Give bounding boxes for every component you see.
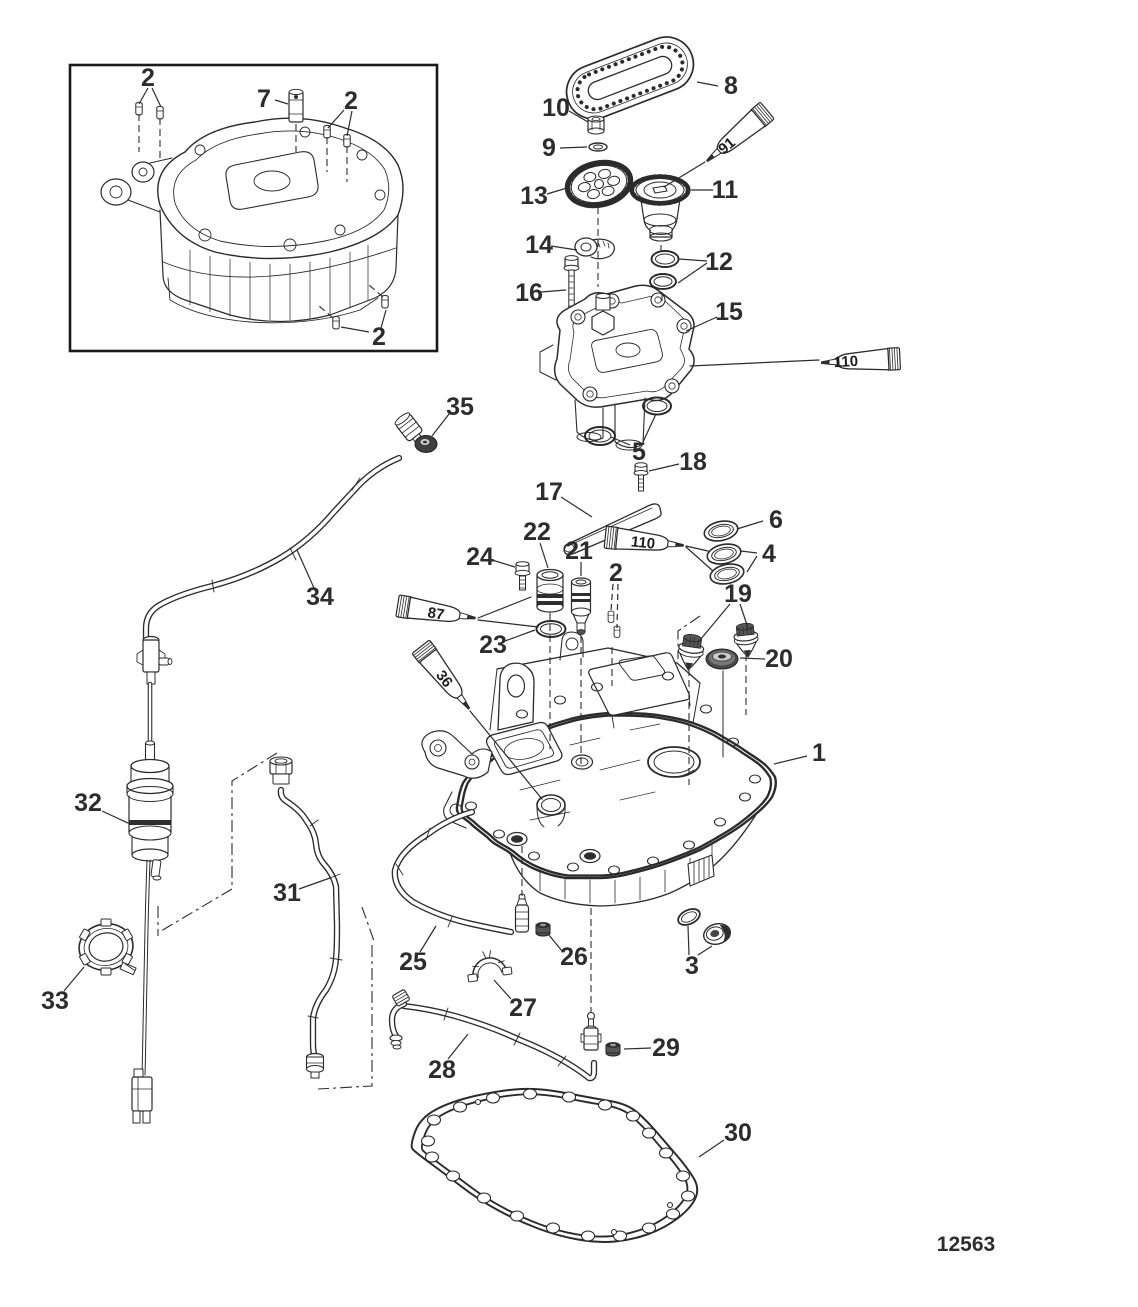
part-24-bolt [515,562,530,590]
inset-reference-view [70,65,437,351]
part-19-plug [733,622,760,658]
callout-11: 11 [711,176,739,204]
part-34-fuel-line [137,411,429,746]
part-13-sprocket [561,154,637,213]
callout-26: 26 [560,943,588,971]
part-14-lever [575,238,614,259]
leader-line-2 [617,584,618,628]
callout-9: 9 [542,134,556,162]
leader-line-6 [737,521,763,529]
leader-line-12 [679,259,707,261]
part-29-grommet [606,1042,620,1056]
leader-line-17 [561,497,592,517]
dowel-pin [333,316,339,329]
part-11-drive-pulley [630,175,690,241]
callout-28: 28 [428,1056,456,1084]
callout-31: 31 [273,879,301,907]
leader-line-24 [492,560,515,567]
part-31-hose [270,757,342,1078]
leader-line-12 [678,263,707,283]
tube-36-label: 36 [432,667,456,691]
callout-1: 1 [812,739,826,767]
callout-20: 20 [765,645,793,673]
callout-2: 2 [344,87,358,115]
leader-line-23 [505,630,535,641]
callout-23: 23 [479,631,507,659]
callout-12: 12 [705,248,733,276]
callout-32: 32 [74,789,102,817]
callout-21: 21 [565,537,593,565]
part-18-bolt [634,463,648,491]
leader-line-18 [649,464,679,471]
callout-35: 35 [446,393,474,421]
part-27-clip [465,948,512,982]
tube-87-lubricant [396,595,477,629]
part-35-grommet [415,436,437,453]
leader-line-31 [299,878,330,889]
figure-number: 12563 [936,1233,996,1256]
leader-line-32 [102,811,130,824]
callout-7: 7 [257,85,271,113]
callout-10: 10 [542,94,570,122]
tube-110-seals-label: 110 [630,533,656,553]
tube-36-sealant [412,640,478,716]
callout-14: 14 [525,231,553,259]
part-7-dowel [289,89,303,122]
leader-line-29 [624,1048,651,1049]
callout-13: 13 [520,182,548,210]
callout-29: 29 [652,1034,680,1062]
callout-2: 2 [609,559,623,587]
part-15-oil-pump [540,285,694,450]
callout-18: 18 [679,448,707,476]
part-28-hose [390,989,601,1078]
leader-line-30 [699,1140,724,1157]
callout-25: 25 [399,948,427,976]
leader-line-3 [698,946,712,955]
leader-line-20 [740,658,765,659]
leader-line-9 [560,147,587,148]
part-12-orings [650,251,679,289]
dowel-pin [157,106,163,119]
callout-27: 27 [509,994,537,1022]
leader-line-10 [569,111,588,122]
callout-5: 5 [632,438,646,466]
dowel-pin [136,102,142,115]
callout-4: 4 [762,540,776,568]
part-22-fitting [537,570,563,613]
part-3-oring-and-plug [676,906,733,947]
part-10-nut [588,116,604,134]
part-20-grommet [706,649,738,669]
leader-line-16 [541,290,566,292]
inset-border [70,65,437,351]
callout-30: 30 [724,1119,752,1147]
tube-110-pump-sealant [820,348,900,374]
part-8-timing-chain [559,29,702,127]
callout-17: 17 [535,478,563,506]
dowel-pin [608,611,614,622]
dowel-pin [344,134,350,147]
callout-22: 22 [523,518,551,546]
callout-33: 33 [41,987,69,1015]
leader-line-3 [688,926,689,955]
callout-34: 34 [306,583,334,611]
leader-line-1 [774,756,807,764]
callout-19: 19 [724,580,752,608]
quick-connector [137,637,172,685]
tube-110-seals-sealant [604,526,685,556]
part-21-check-valve [572,578,591,635]
part-33-clamp [73,914,139,983]
tube-91-label: 91 [715,134,739,158]
callout-24: 24 [466,543,494,571]
leader-line-2 [611,584,613,611]
part-30-gasket [412,1089,698,1242]
callout-2: 2 [372,323,386,351]
callout-16: 16 [515,279,543,307]
dowel-pin [382,295,388,308]
leader-line-8 [697,82,718,86]
tube-87-label: 87 [426,604,446,624]
callout-2: 2 [141,64,155,92]
part-23-oring [537,621,566,637]
tube-110-pump-label: 110 [833,352,859,372]
leader-line-4 [747,556,757,572]
callout-6: 6 [769,506,783,534]
filter-wire-connector [132,1069,152,1123]
leader-line-4 [741,551,757,553]
part-9-washer [589,143,607,151]
callout-3: 3 [685,952,699,980]
leader-line-19 [700,604,730,640]
leader-line-22 [540,543,548,568]
callout-8: 8 [724,72,738,100]
part-26-grommet [536,922,550,936]
part-4-seal [705,541,742,567]
part-6-seal [702,518,739,544]
leader-line-14 [551,246,577,250]
tube-91-lubricant [700,102,775,170]
part-32-fuel-filter [127,741,173,1075]
leader-line-13 [547,188,567,194]
callout-15: 15 [715,298,743,326]
